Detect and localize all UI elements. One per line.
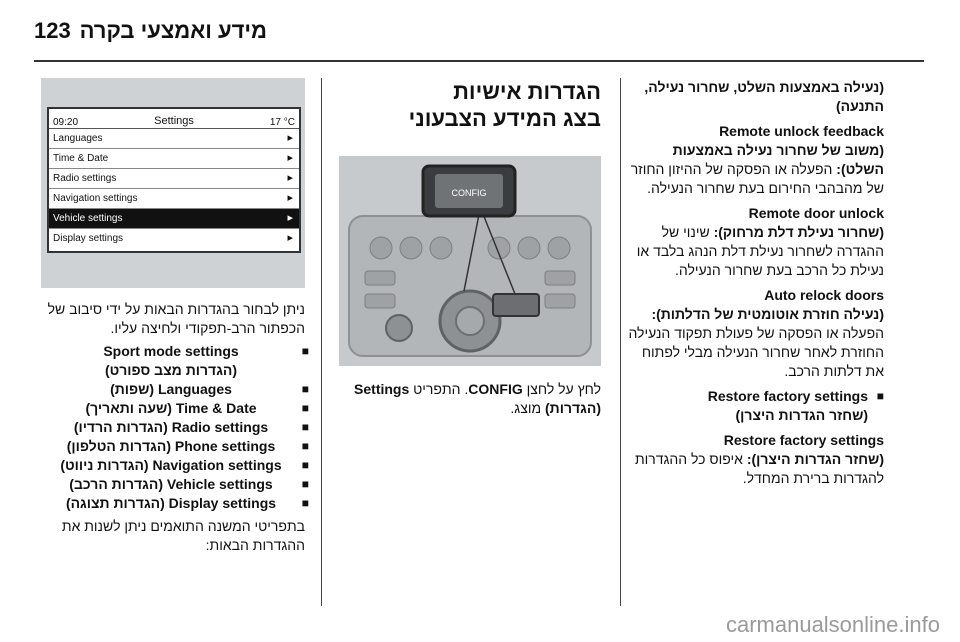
settings-outro: בתפריטי המשנה התואמים ניתן לשנות את ההגדרות הבאות: — [61, 518, 305, 553]
column-divider-left — [321, 78, 322, 606]
screen-status-bar — [49, 109, 299, 129]
config-key-label: CONFIG — [451, 188, 487, 198]
chevron-right-icon: ▸ — [287, 192, 293, 204]
restore-factory-bullet: ■ Restore factory settings (שחזר הגדרות היצרן) — [622, 387, 884, 425]
settings-bullet: ■ Languages (שפות) — [37, 380, 305, 399]
screen-menu-item[interactable]: Radio settings ▸ — [49, 169, 299, 189]
config-caption: לחץ על לחצן CONFIG. התפריט Settings (הגדרות) מוצג. — [354, 381, 601, 416]
screen-temperature: 17 °C — [269, 117, 295, 128]
screen-menu-item[interactable]: Languages ▸ — [49, 129, 299, 149]
settings-bullet: ■ Sport mode settings (הגדרות מצב ספורט) — [37, 342, 305, 380]
settings-screen — [47, 107, 301, 253]
remote-door-unlock-title: Remote door unlock — [748, 205, 884, 221]
center-console-illustration — [339, 156, 601, 366]
chevron-right-icon: ▸ — [287, 232, 293, 244]
settings-bullet: ■ Radio settings (הגדרות הרדיו) — [37, 418, 305, 437]
chevron-right-icon: ▸ — [287, 132, 293, 144]
remote-door-unlock-text: (שחרור נעילת דלת מרחוק): שינוי של ההגדרה לשחרור נעילת דלת הנהג בלבד או נעילת כל הרכב בעת שחרור הנעילה. — [636, 224, 884, 278]
left-column — [37, 78, 305, 555]
column-divider-right — [620, 78, 621, 606]
auto-relock-text: (נעילה חוזרת אוטומטית של הדלתות): הפעלה או הפסקה של פעולת תפקוד הנעילה החוזרת לאחר שחרור הנעילה מבלי לפתוח את דלתות הרכב. — [628, 306, 884, 379]
right-column — [622, 78, 884, 488]
console-photo — [339, 156, 601, 366]
screen-time: 09:20 — [53, 117, 79, 128]
header-divider — [34, 60, 924, 62]
section-title: הגדרות אישיות בצג המידע הצבעוני — [408, 79, 601, 131]
settings-bullet: ■ Navigation settings (הגדרות ניווט) — [37, 456, 305, 475]
chevron-right-icon: ▸ — [287, 212, 293, 224]
chevron-right-icon: ▸ — [287, 152, 293, 164]
watermark: carmanualsonline.info — [725, 612, 940, 637]
screen-menu-item[interactable]: Time & Date ▸ — [49, 149, 299, 169]
screen-menu-item[interactable]: Display settings ▸ — [49, 229, 299, 248]
middle-column — [339, 78, 601, 418]
settings-bullet: ■ Phone settings (הגדרות הטלפון) — [37, 437, 305, 456]
restore-factory-title: Restore factory settings — [723, 432, 884, 448]
header-title: מידע ואמצעי בקרה — [79, 18, 267, 43]
restore-factory-text: (שחזר הגדרות היצרן): איפוס כל ההגדרות להגדרות ברירת המחדל. — [634, 451, 884, 486]
page-header — [0, 0, 960, 62]
settings-bullet: ■ Display settings (הגדרות תצוגה) — [37, 494, 305, 513]
remote-unlock-feedback-text: (משוב של שחרור נעילה באמצעות השלט): הפעלה או הפסקה של ההיזון החוזר של מהבהבי החירום בעת שחרור הנעילה. — [630, 142, 884, 196]
screen-title: Settings — [154, 115, 194, 127]
settings-bullet: ■ Time & Date (שעה ותאריך) — [37, 399, 305, 418]
settings-intro: ניתן לבחור בהגדרות הבאות על ידי סיבוב של הכפתור הרב-תפקודי ולחיצה עליו. — [47, 301, 305, 336]
screen-menu-item-selected[interactable]: Vehicle settings ▸ — [49, 209, 299, 229]
display-photo — [41, 78, 305, 288]
right-intro-heading: (נעילה באמצעות השלט, שחרור נעילה, התנעה) — [644, 79, 884, 114]
page-number: 123 — [34, 18, 71, 43]
screen-menu-item[interactable]: Navigation settings ▸ — [49, 189, 299, 209]
settings-bullet: ■ Vehicle settings (הגדרות הרכב) — [37, 475, 305, 494]
remote-unlock-feedback-title: Remote unlock feedback — [719, 123, 884, 139]
chevron-right-icon: ▸ — [287, 172, 293, 184]
auto-relock-title: Auto relock doors — [764, 287, 884, 303]
